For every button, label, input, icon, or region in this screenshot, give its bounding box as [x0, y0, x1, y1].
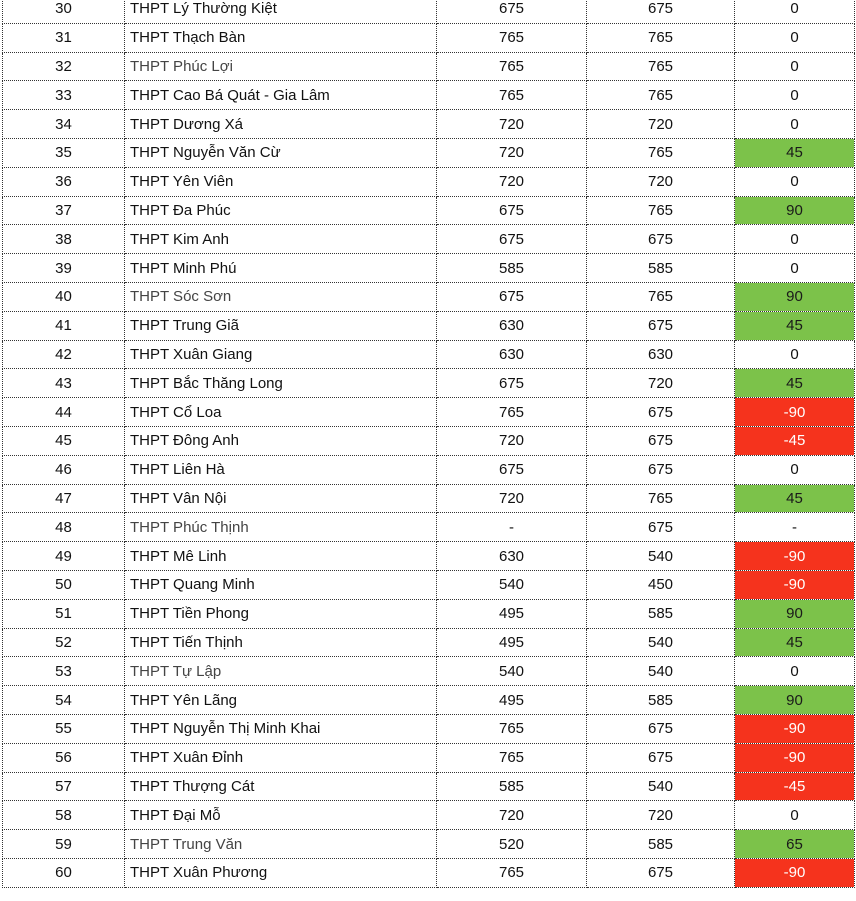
- school-name: THPT Phúc Lợi: [125, 52, 437, 81]
- table-row: [3, 714, 855, 743]
- quota-current: 765: [587, 52, 735, 81]
- quota-previous: 630: [437, 340, 587, 369]
- table-row: [3, 686, 855, 715]
- row-number: 50: [3, 570, 125, 599]
- quota-current: 720: [587, 369, 735, 398]
- row-number: 55: [3, 714, 125, 743]
- school-name: THPT Đông Anh: [125, 426, 437, 455]
- quota-difference: 90: [735, 686, 855, 715]
- table-row: [3, 743, 855, 772]
- school-name: THPT Nguyễn Thị Minh Khai: [125, 714, 437, 743]
- table-row: [3, 484, 855, 513]
- quota-difference: -: [735, 513, 855, 542]
- school-name: THPT Xuân Đỉnh: [125, 743, 437, 772]
- row-number: 30: [3, 0, 125, 23]
- row-number: 59: [3, 830, 125, 859]
- quota-current: 675: [587, 858, 735, 887]
- table-row: [3, 167, 855, 196]
- school-name: THPT Tiền Phong: [125, 599, 437, 628]
- table-row: [3, 628, 855, 657]
- school-name: THPT Tự Lập: [125, 657, 437, 686]
- quota-current: 720: [587, 801, 735, 830]
- quota-current: 675: [587, 743, 735, 772]
- quota-current: 765: [587, 282, 735, 311]
- quota-difference: 0: [735, 23, 855, 52]
- quota-difference: 45: [735, 138, 855, 167]
- school-name: THPT Mê Linh: [125, 542, 437, 571]
- row-number: 56: [3, 743, 125, 772]
- quota-previous: 765: [437, 743, 587, 772]
- quota-current: 585: [587, 599, 735, 628]
- quota-previous: 540: [437, 657, 587, 686]
- quota-previous: 765: [437, 398, 587, 427]
- quota-current: 720: [587, 167, 735, 196]
- row-number: 34: [3, 110, 125, 139]
- quota-difference: 0: [735, 52, 855, 81]
- table-row: [3, 398, 855, 427]
- quota-previous: 720: [437, 484, 587, 513]
- table-row: [3, 513, 855, 542]
- quota-difference: -45: [735, 426, 855, 455]
- quota-current: 675: [587, 426, 735, 455]
- quota-current: 675: [587, 455, 735, 484]
- table-row: [3, 426, 855, 455]
- table-row: [3, 801, 855, 830]
- quota-difference: 45: [735, 369, 855, 398]
- quota-previous: -: [437, 513, 587, 542]
- school-name: THPT Yên Lãng: [125, 686, 437, 715]
- quota-difference: 0: [735, 110, 855, 139]
- school-name: THPT Tiến Thịnh: [125, 628, 437, 657]
- quota-previous: 585: [437, 772, 587, 801]
- quota-current: 675: [587, 714, 735, 743]
- quota-previous: 720: [437, 110, 587, 139]
- row-number: 35: [3, 138, 125, 167]
- quota-previous: 630: [437, 542, 587, 571]
- quota-difference: 0: [735, 254, 855, 283]
- quota-difference: 0: [735, 657, 855, 686]
- table-row: [3, 772, 855, 801]
- school-name: THPT Cao Bá Quát - Gia Lâm: [125, 81, 437, 110]
- quota-difference: -90: [735, 858, 855, 887]
- quota-current: 585: [587, 686, 735, 715]
- school-name: THPT Trung Văn: [125, 830, 437, 859]
- quota-current: 585: [587, 254, 735, 283]
- quota-current: 630: [587, 340, 735, 369]
- school-name: THPT Đa Phúc: [125, 196, 437, 225]
- row-number: 42: [3, 340, 125, 369]
- quota-difference: 90: [735, 282, 855, 311]
- school-name: THPT Kim Anh: [125, 225, 437, 254]
- school-name: THPT Xuân Phương: [125, 858, 437, 887]
- row-number: 49: [3, 542, 125, 571]
- row-number: 37: [3, 196, 125, 225]
- quota-difference: 0: [735, 225, 855, 254]
- quota-table: [2, 0, 855, 888]
- quota-difference: 0: [735, 801, 855, 830]
- quota-previous: 765: [437, 52, 587, 81]
- school-name: THPT Liên Hà: [125, 455, 437, 484]
- quota-difference: 45: [735, 484, 855, 513]
- row-number: 36: [3, 167, 125, 196]
- table-row: [3, 282, 855, 311]
- row-number: 43: [3, 369, 125, 398]
- quota-difference: 65: [735, 830, 855, 859]
- quota-current: 675: [587, 225, 735, 254]
- quota-previous: 520: [437, 830, 587, 859]
- school-name: THPT Trung Giã: [125, 311, 437, 340]
- quota-previous: 495: [437, 686, 587, 715]
- table-row: [3, 254, 855, 283]
- quota-previous: 720: [437, 167, 587, 196]
- quota-difference: 0: [735, 340, 855, 369]
- table-body: [3, 0, 855, 887]
- quota-difference: 90: [735, 196, 855, 225]
- quota-current: 450: [587, 570, 735, 599]
- row-number: 47: [3, 484, 125, 513]
- quota-current: 540: [587, 542, 735, 571]
- quota-previous: 630: [437, 311, 587, 340]
- row-number: 58: [3, 801, 125, 830]
- quota-previous: 675: [437, 225, 587, 254]
- quota-current: 765: [587, 138, 735, 167]
- quota-difference: -90: [735, 743, 855, 772]
- school-name: THPT Sóc Sơn: [125, 282, 437, 311]
- school-name: THPT Xuân Giang: [125, 340, 437, 369]
- quota-previous: 675: [437, 282, 587, 311]
- school-name: THPT Lý Thường Kiệt: [125, 0, 437, 23]
- table-row: [3, 81, 855, 110]
- quota-current: 720: [587, 110, 735, 139]
- quota-current: 675: [587, 398, 735, 427]
- quota-previous: 585: [437, 254, 587, 283]
- quota-previous: 495: [437, 599, 587, 628]
- quota-difference: 0: [735, 81, 855, 110]
- quota-current: 765: [587, 196, 735, 225]
- quota-previous: 675: [437, 0, 587, 23]
- table-row: [3, 196, 855, 225]
- quota-difference: -90: [735, 570, 855, 599]
- quota-difference: -45: [735, 772, 855, 801]
- row-number: 45: [3, 426, 125, 455]
- quota-previous: 675: [437, 196, 587, 225]
- quota-current: 765: [587, 23, 735, 52]
- school-name: THPT Vân Nội: [125, 484, 437, 513]
- table-row: [3, 0, 855, 23]
- quota-current: 675: [587, 311, 735, 340]
- table-row: [3, 542, 855, 571]
- row-number: 54: [3, 686, 125, 715]
- school-name: THPT Thạch Bàn: [125, 23, 437, 52]
- table-row: [3, 570, 855, 599]
- school-name: THPT Nguyễn Văn Cừ: [125, 138, 437, 167]
- row-number: 33: [3, 81, 125, 110]
- school-name: THPT Bắc Thăng Long: [125, 369, 437, 398]
- school-name: THPT Phúc Thịnh: [125, 513, 437, 542]
- row-number: 41: [3, 311, 125, 340]
- quota-difference: -90: [735, 714, 855, 743]
- table-row: [3, 52, 855, 81]
- quota-previous: 720: [437, 426, 587, 455]
- row-number: 57: [3, 772, 125, 801]
- quota-current: 540: [587, 772, 735, 801]
- row-number: 44: [3, 398, 125, 427]
- table-row: [3, 369, 855, 398]
- quota-difference: 0: [735, 167, 855, 196]
- quota-current: 540: [587, 628, 735, 657]
- quota-difference: 0: [735, 0, 855, 23]
- table-row: [3, 657, 855, 686]
- row-number: 51: [3, 599, 125, 628]
- school-name: THPT Cổ Loa: [125, 398, 437, 427]
- row-number: 31: [3, 23, 125, 52]
- quota-difference: -90: [735, 542, 855, 571]
- row-number: 39: [3, 254, 125, 283]
- quota-difference: 0: [735, 455, 855, 484]
- row-number: 46: [3, 455, 125, 484]
- quota-current: 675: [587, 513, 735, 542]
- table-row: [3, 858, 855, 887]
- table-row: [3, 455, 855, 484]
- quota-previous: 720: [437, 801, 587, 830]
- quota-difference: -90: [735, 398, 855, 427]
- table-row: [3, 23, 855, 52]
- row-number: 48: [3, 513, 125, 542]
- school-name: THPT Đại Mỗ: [125, 801, 437, 830]
- table-row: [3, 340, 855, 369]
- row-number: 40: [3, 282, 125, 311]
- school-name: THPT Thượng Cát: [125, 772, 437, 801]
- quota-difference: 45: [735, 628, 855, 657]
- school-name: THPT Yên Viên: [125, 167, 437, 196]
- school-name: THPT Minh Phú: [125, 254, 437, 283]
- table-row: [3, 225, 855, 254]
- table-row: [3, 830, 855, 859]
- row-number: 53: [3, 657, 125, 686]
- quota-previous: 675: [437, 455, 587, 484]
- quota-previous: 675: [437, 369, 587, 398]
- school-name: THPT Dương Xá: [125, 110, 437, 139]
- quota-current: 585: [587, 830, 735, 859]
- quota-previous: 765: [437, 23, 587, 52]
- quota-difference: 45: [735, 311, 855, 340]
- table-row: [3, 311, 855, 340]
- row-number: 52: [3, 628, 125, 657]
- quota-current: 540: [587, 657, 735, 686]
- quota-previous: 540: [437, 570, 587, 599]
- row-number: 32: [3, 52, 125, 81]
- quota-previous: 765: [437, 858, 587, 887]
- quota-current: 765: [587, 484, 735, 513]
- table-row: [3, 138, 855, 167]
- quota-previous: 765: [437, 81, 587, 110]
- row-number: 38: [3, 225, 125, 254]
- quota-current: 765: [587, 81, 735, 110]
- table-row: [3, 599, 855, 628]
- school-name: THPT Quang Minh: [125, 570, 437, 599]
- quota-current: 675: [587, 0, 735, 23]
- quota-difference: 90: [735, 599, 855, 628]
- row-number: 60: [3, 858, 125, 887]
- quota-previous: 495: [437, 628, 587, 657]
- table-row: [3, 110, 855, 139]
- quota-previous: 765: [437, 714, 587, 743]
- quota-previous: 720: [437, 138, 587, 167]
